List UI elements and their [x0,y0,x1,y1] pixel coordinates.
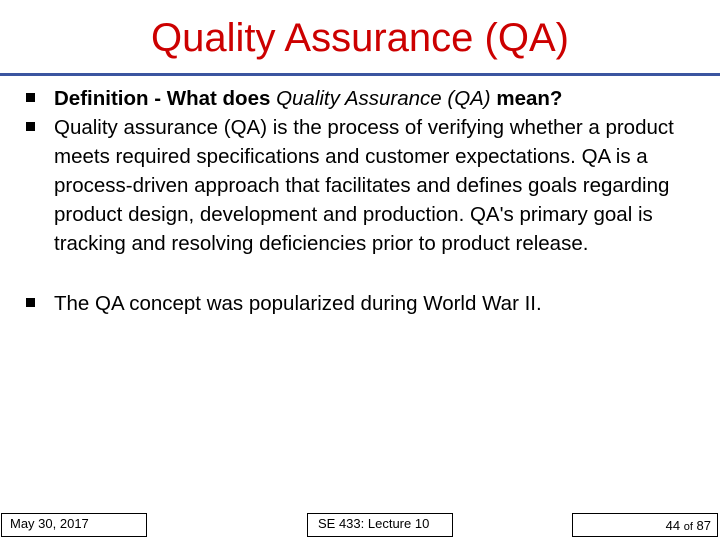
footer-course: SE 433: Lecture 10 [307,513,453,537]
definition-suffix: mean? [490,87,563,110]
history-text: The QA concept was popularized during World War II. [54,292,542,315]
explanation-text: Quality assurance (QA) is the process of verifying whether a product meets required specifications and customer expectations. QA is a process-driven approach that facilitates and defines goals regarding product design, development and production. QA's primary goal is tracking and resolving deficiencies prior to product release. [54,116,674,255]
square-bullet-icon [26,93,35,102]
page-of-label: of [683,521,693,533]
bullet-history [22,289,702,318]
footer-date: May 30, 2017 [1,513,147,537]
definition-term: Quality Assurance (QA) [276,87,491,110]
footer-page-number [572,513,718,537]
page-total: 87 [696,518,711,533]
square-bullet-icon [26,122,35,131]
bullet-explanation [22,113,702,258]
bullet-list [22,84,702,318]
title-divider [0,73,720,76]
bullet-definition [22,84,702,113]
definition-prefix: Definition - What does [54,87,277,110]
slide-title: Quality Assurance (QA) [151,16,569,60]
page-current: 44 [665,518,681,533]
square-bullet-icon [26,298,35,307]
